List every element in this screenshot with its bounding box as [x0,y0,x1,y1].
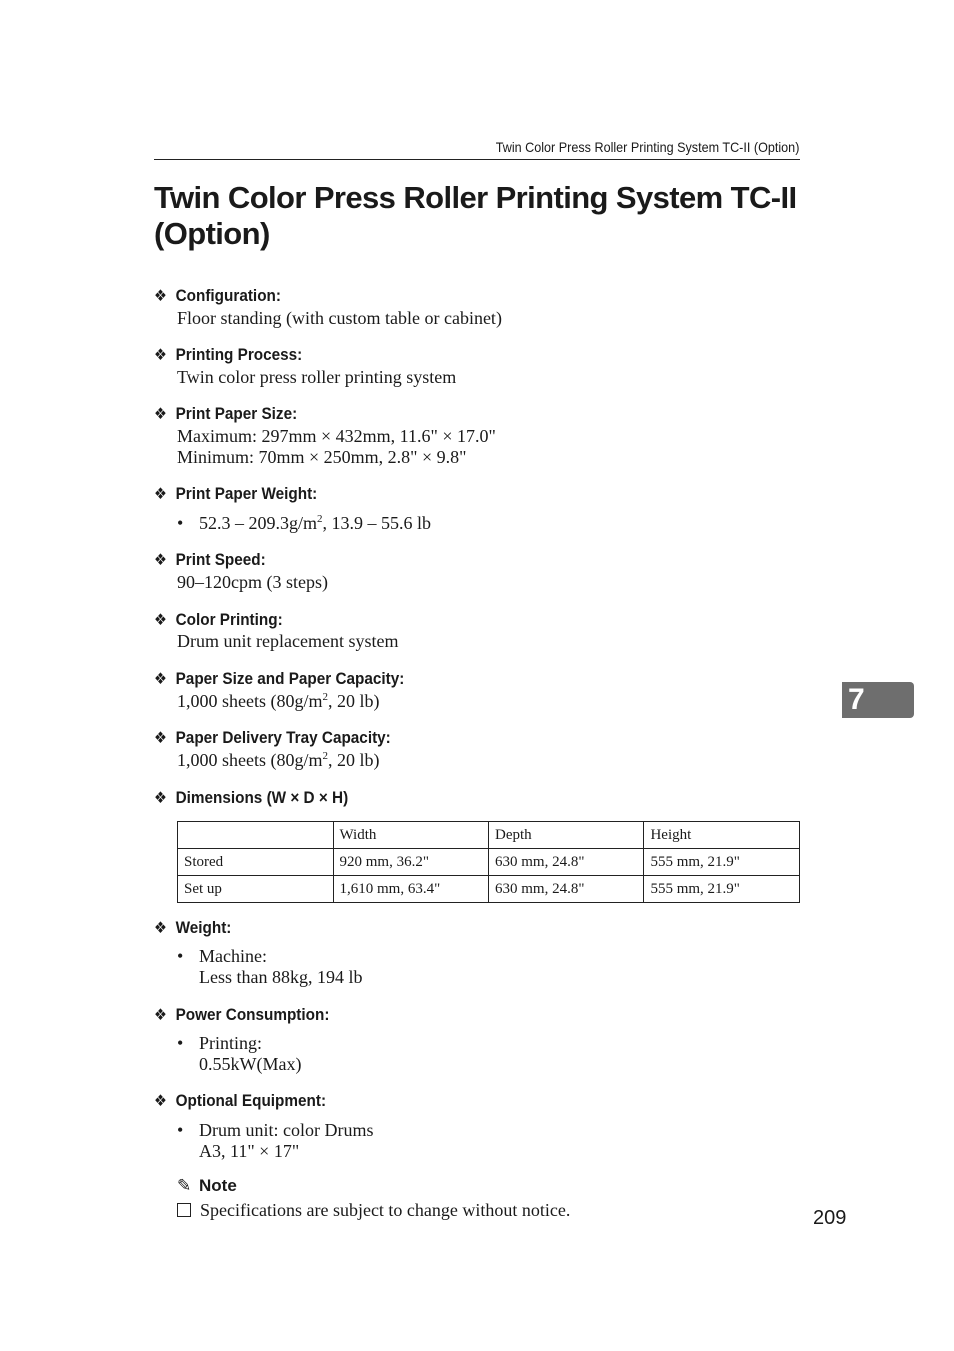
table-cell: 555 mm, 21.9" [644,876,800,903]
table-cell: 630 mm, 24.8" [488,876,643,903]
pencil-icon: ✎ [177,1176,192,1195]
note-item: Specifications are subject to change without notice. [177,1200,570,1221]
print-paper-weight-item: • $52.3 - 209.3g/m^2$, 13.9 – 55.6 lb [177,513,432,533]
section-bullet-icon: ❖ [154,552,167,569]
header-rule [154,159,800,160]
table-cell: 920 mm, 36.2" [333,849,488,876]
section-heading-print-speed: ❖ Print Speed: [154,550,266,569]
paper-capacity-value: 1,000 sheets ($80g/m^2$, 20 lb) [177,691,380,711]
section-bullet-icon: ❖ [154,1093,167,1110]
optional-detail: A3, 11" × 17" [199,1141,300,1161]
table-cell: Set up [178,876,334,903]
table-row [178,849,800,876]
color-printing-value: Drum unit replacement system [177,631,399,651]
table-row [178,876,800,903]
delivery-tray-value: 1,000 sheets ($80g/m^2$, 20 lb) [177,750,380,770]
page-number: 209 [813,1207,847,1229]
table-header-cell: Height [644,822,800,849]
section-bullet-icon: ❖ [154,790,167,807]
print-speed-value: 90–120cpm (3 steps) [177,572,328,592]
table-header-row [178,822,800,849]
section-bullet-icon: ❖ [154,288,167,305]
table-cell: 555 mm, 21.9" [644,849,800,876]
section-heading-optional: ❖ Optional Equipment: [154,1091,327,1110]
power-detail: 0.55kW(Max) [199,1054,302,1074]
optional-item: • Drum unit: color Drums [177,1120,374,1140]
section-bullet-icon: ❖ [154,347,167,364]
section-heading-print-paper-weight: ❖ Print Paper Weight: [154,484,318,503]
table-cell: Stored [178,849,334,876]
page-title: Twin Color Press Roller Printing System TC-II (Option) [154,180,797,251]
dimensions-table [177,821,800,903]
section-bullet-icon: ❖ [154,920,167,937]
table-cell: 1,610 mm, 63.4" [333,876,488,903]
section-heading-weight: ❖ Weight: [154,918,232,937]
section-heading-configuration: ❖ Configuration: [154,286,281,305]
section-bullet-icon: ❖ [154,1007,167,1024]
section-heading-color-printing: ❖ Color Printing: [154,610,283,629]
configuration-value: Floor standing (with custom table or cabinet) [177,308,502,328]
checkbox-icon [177,1203,191,1217]
print-paper-size-min: Minimum: 70mm × 250mm, 2.8" × 9.8" [177,447,467,467]
running-header: Twin Color Press Roller Printing System TC-II (Option) [495,139,799,155]
section-heading-delivery-tray: ❖ Paper Delivery Tray Capacity: [154,728,391,747]
section-heading-printing-process: ❖ Printing Process: [154,345,303,364]
list-bullet-icon: • [177,946,184,966]
table-header-cell: Width [333,822,488,849]
note-label: ✎ Note [177,1176,237,1195]
section-heading-dimensions: ❖ Dimensions (W × D × H) [154,788,349,807]
section-bullet-icon: ❖ [154,406,167,423]
list-bullet-icon: • [177,1120,184,1140]
section-heading-paper-capacity: ❖ Paper Size and Paper Capacity: [154,669,405,688]
table-header-cell [178,822,334,849]
section-heading-print-paper-size: ❖ Print Paper Size: [154,404,298,423]
weight-detail: Less than 88kg, 194 lb [199,967,363,987]
power-item: • Printing: [177,1033,263,1053]
section-bullet-icon: ❖ [154,730,167,747]
list-bullet-icon: • [177,513,184,533]
chapter-tab: 7 [842,682,914,718]
section-bullet-icon: ❖ [154,671,167,688]
section-bullet-icon: ❖ [154,612,167,629]
section-heading-power: ❖ Power Consumption: [154,1005,330,1024]
table-header-cell: Depth [488,822,643,849]
print-paper-size-max: Maximum: 297mm × 432mm, 11.6" × 17.0" [177,426,496,446]
printing-process-value: Twin color press roller printing system [177,367,457,387]
list-bullet-icon: • [177,1033,184,1053]
section-bullet-icon: ❖ [154,486,167,503]
weight-item: • Machine: [177,946,267,966]
table-cell: 630 mm, 24.8" [488,849,643,876]
